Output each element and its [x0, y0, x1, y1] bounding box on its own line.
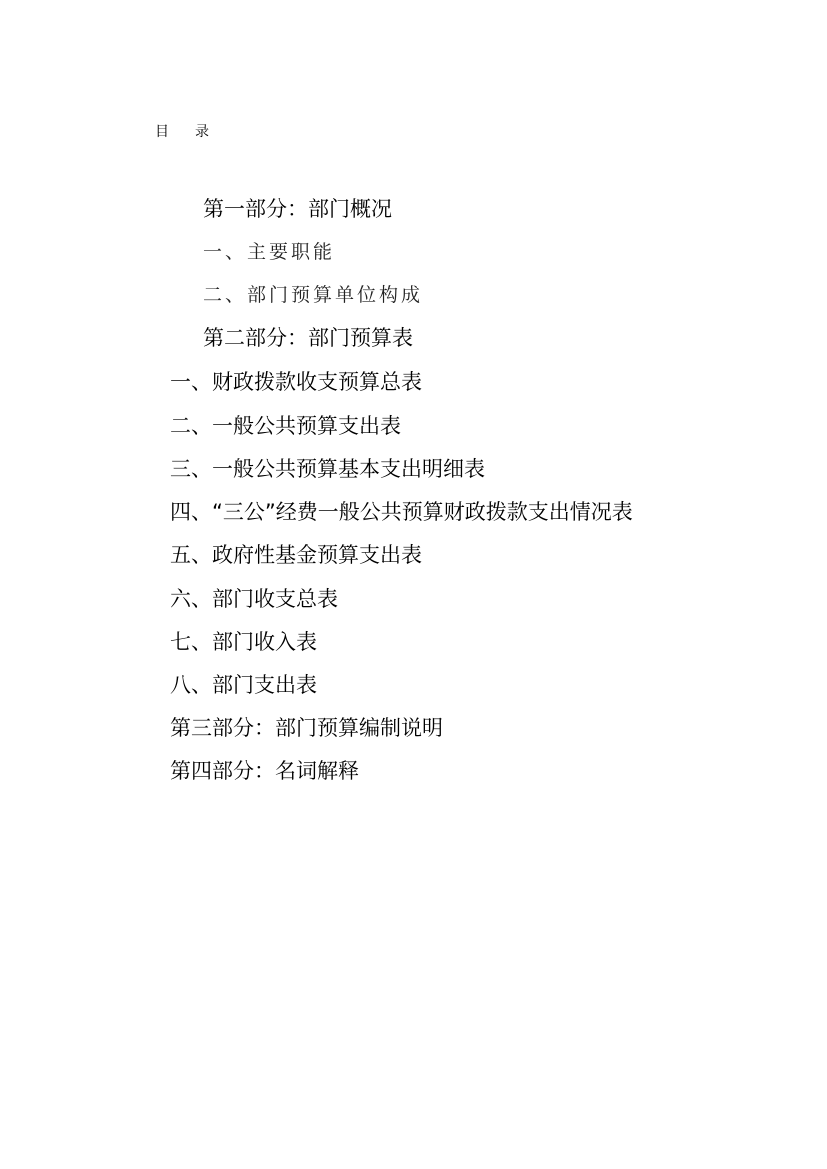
- toc-entry-main-functions: 一、主要职能: [203, 241, 336, 263]
- toc-entry-table2: 二、一般公共预算支出表: [170, 414, 401, 438]
- toc-entry-table4: 四、“三公”经费一般公共预算财政拨款支出情况表: [170, 500, 633, 524]
- toc-entry-table3: 三、一般公共预算基本支出明细表: [170, 457, 485, 481]
- toc-entry-part2: 第二部分：部门预算表: [203, 326, 413, 350]
- toc-entry-table5: 五、政府性基金预算支出表: [170, 543, 422, 567]
- toc-entry-table1: 一、财政拨款收支预算总表: [170, 370, 422, 394]
- toc-heading: 目录: [155, 124, 235, 140]
- toc-entry-part4: 第四部分：名词解释: [170, 759, 359, 783]
- toc-entry-budget-units: 二、部门预算单位构成: [203, 284, 424, 306]
- toc-entry-table6: 六、部门收支总表: [170, 587, 338, 611]
- toc-entry-table8: 八、部门支出表: [170, 673, 317, 697]
- toc-entry-part3: 第三部分：部门预算编制说明: [170, 716, 443, 740]
- toc-entry-table7: 七、部门收入表: [170, 630, 317, 654]
- toc-entry-part1: 第一部分：部门概况: [203, 197, 392, 221]
